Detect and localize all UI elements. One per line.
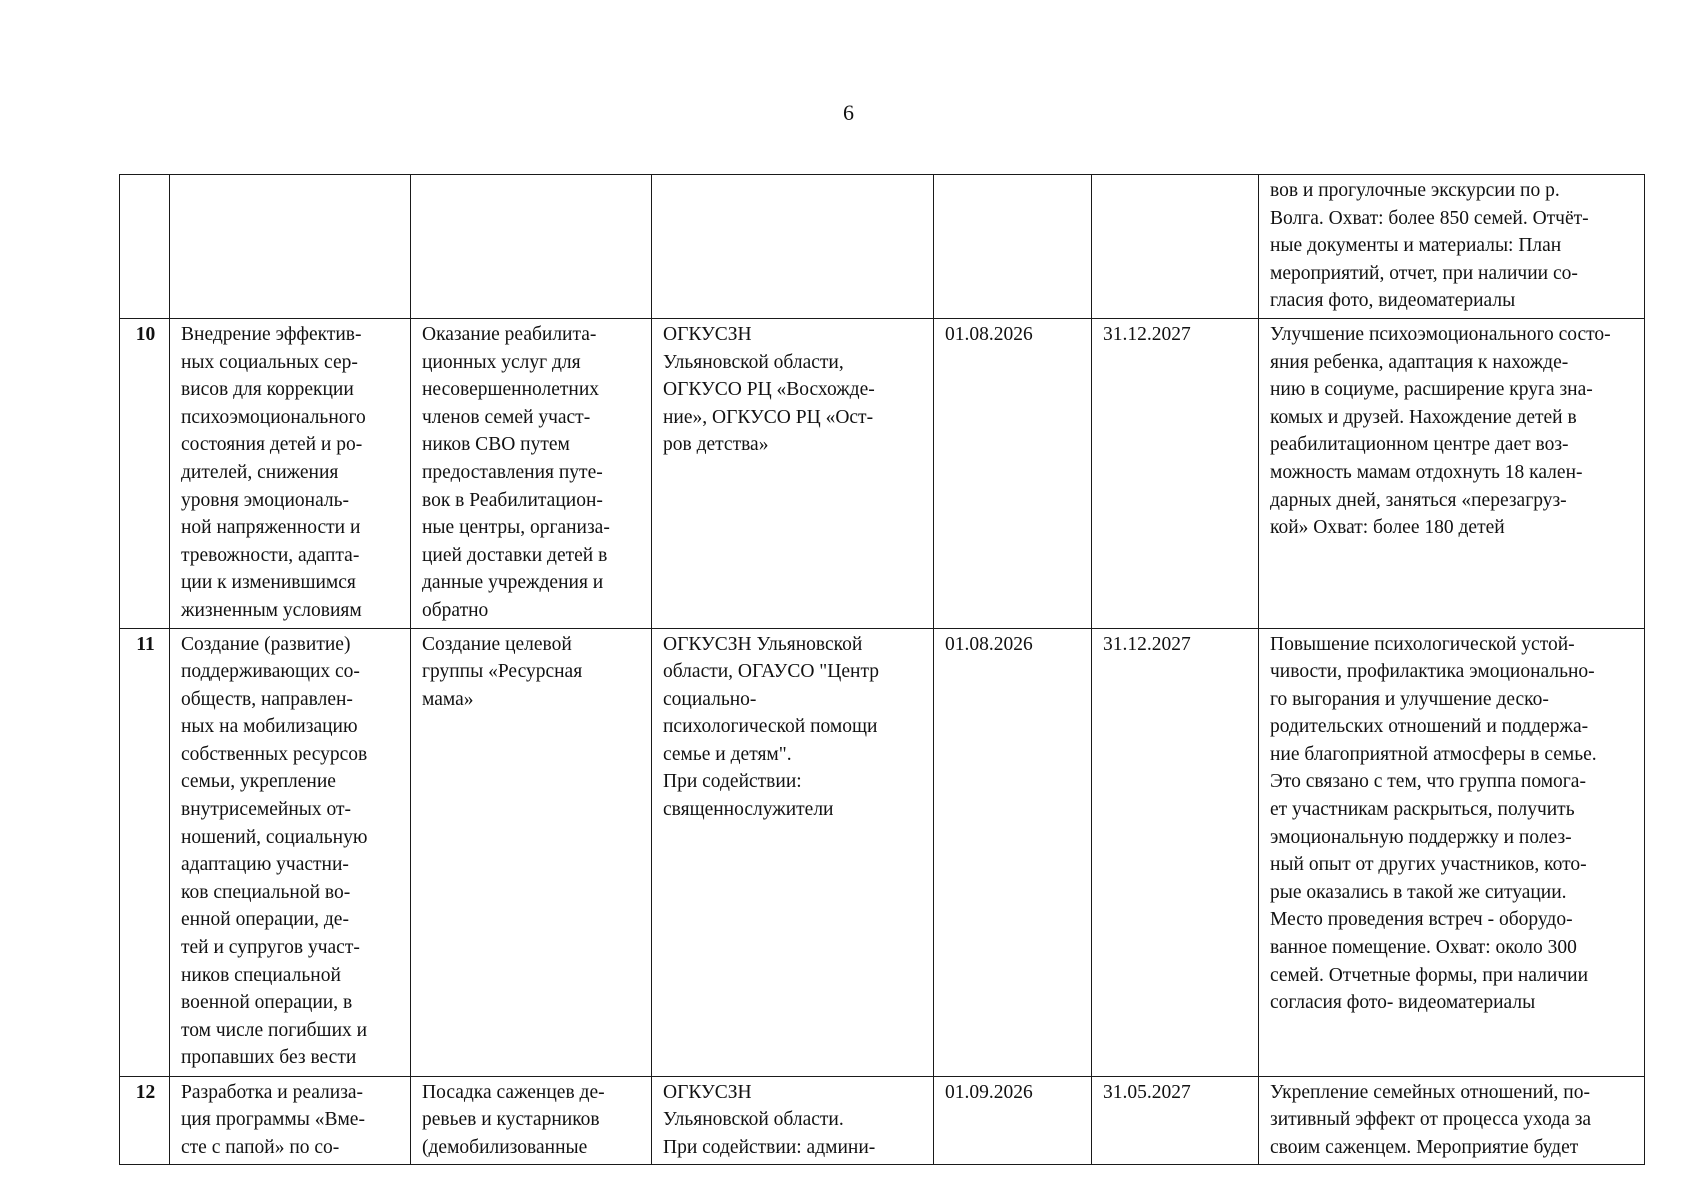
- cell-activity: Создание (развитие) поддерживающих со- обществ, направлен- ных на мобилизацию собственных ресурсов семьи, укрепление внутрисемейных от- ношений, социальную адаптацию участни- ков специальной во- енной операции, де- тей и супругов участ- ников специальной военной операции, в том числе погибших и пропавших без вести: [170, 628, 411, 1076]
- cell-start-date: 01.08.2026: [934, 628, 1092, 1076]
- cell-end-date: [1092, 175, 1259, 319]
- page-number: 6: [843, 100, 854, 125]
- table-row: [120, 628, 1645, 1076]
- cell-start-date: [934, 175, 1092, 319]
- cell-activity: Разработка и реализа- ция программы «Вме- сте с папой» по со-: [170, 1076, 411, 1165]
- table-row: [120, 1076, 1645, 1165]
- table-row: [120, 318, 1645, 628]
- cell-description: [411, 175, 652, 319]
- cell-responsible: ОГКУСЗН Ульяновской области, ОГКУСО РЦ «Восхожде- ние», ОГКУСО РЦ «Ост- ров детства»: [652, 318, 934, 628]
- cell-activity: [170, 175, 411, 319]
- cell-end-date: 31.05.2027: [1092, 1076, 1259, 1165]
- cell-start-date: 01.09.2026: [934, 1076, 1092, 1165]
- cell-responsible: [652, 175, 934, 319]
- table-row-continuation: [120, 175, 1645, 319]
- cell-num: 10: [120, 318, 170, 628]
- cell-num: 11: [120, 628, 170, 1076]
- cell-activity: Внедрение эффектив- ных социальных сер- висов для коррекции психоэмоционального состояния детей и ро- дителей, снижения уровня эмоциональ- ной напряженности и тревожности, адапта- ции к изменившимся жизненным условиям: [170, 318, 411, 628]
- plan-table: [119, 174, 1645, 1165]
- cell-result: вов и прогулочные экскурсии по р. Волга. Охват: более 850 семей. Отчёт- ные документы и материалы: План мероприятий, отчет, при наличии со- гласия фото, видеоматериалы: [1259, 175, 1645, 319]
- cell-num: [120, 175, 170, 319]
- cell-responsible: ОГКУСЗН Ульяновской области. При содействии: админи-: [652, 1076, 934, 1165]
- cell-start-date: 01.08.2026: [934, 318, 1092, 628]
- cell-description: Оказание реабилита- ционных услуг для несовершеннолетних членов семей участ- ников СВО путем предоставления путе- вок в Реабилитацион- ные центры, организа- цией доставки детей в данные учреждения и обратно: [411, 318, 652, 628]
- cell-result: Улучшение психоэмоционального состо- яния ребенка, адаптация к нахожде- нию в социуме, расширение круга зна- комых и друзей. Нахождение детей в реабилитационном центре дает воз- можность мамам отдохнуть 18 кален- дарных дней, заняться «перезагруз- кой» Охват: более 180 детей: [1259, 318, 1645, 628]
- cell-end-date: 31.12.2027: [1092, 318, 1259, 628]
- cell-description: Посадка саженцев де- ревьев и кустарников (демобилизованные: [411, 1076, 652, 1165]
- cell-description: Создание целевой группы «Ресурсная мама»: [411, 628, 652, 1076]
- cell-result: Повышение психологической устой- чивости, профилактика эмоционально- го выгорания и улучшение деско- родительских отношений и поддержа- ние благоприятной атмосферы в семье. Это связано с тем, что группа помога- ет участникам раскрыться, получить эмоциональную поддержку и полез- ный опыт от других участников, кото- рые оказались в такой же ситуации. Место проведения встреч - оборудо- ванное помещение. Охват: около 300 семей. Отчетные формы, при наличии согласия фото- видеоматериалы: [1259, 628, 1645, 1076]
- cell-responsible: ОГКУСЗН Ульяновской области, ОГАУСО "Центр социально- психологической помощи семье и детям". При содействии: священнослужители: [652, 628, 934, 1076]
- cell-result: Укрепление семейных отношений, по- зитивный эффект от процесса ухода за своим саженцем. Мероприятие будет: [1259, 1076, 1645, 1165]
- cell-num: 12: [120, 1076, 170, 1165]
- cell-end-date: 31.12.2027: [1092, 628, 1259, 1076]
